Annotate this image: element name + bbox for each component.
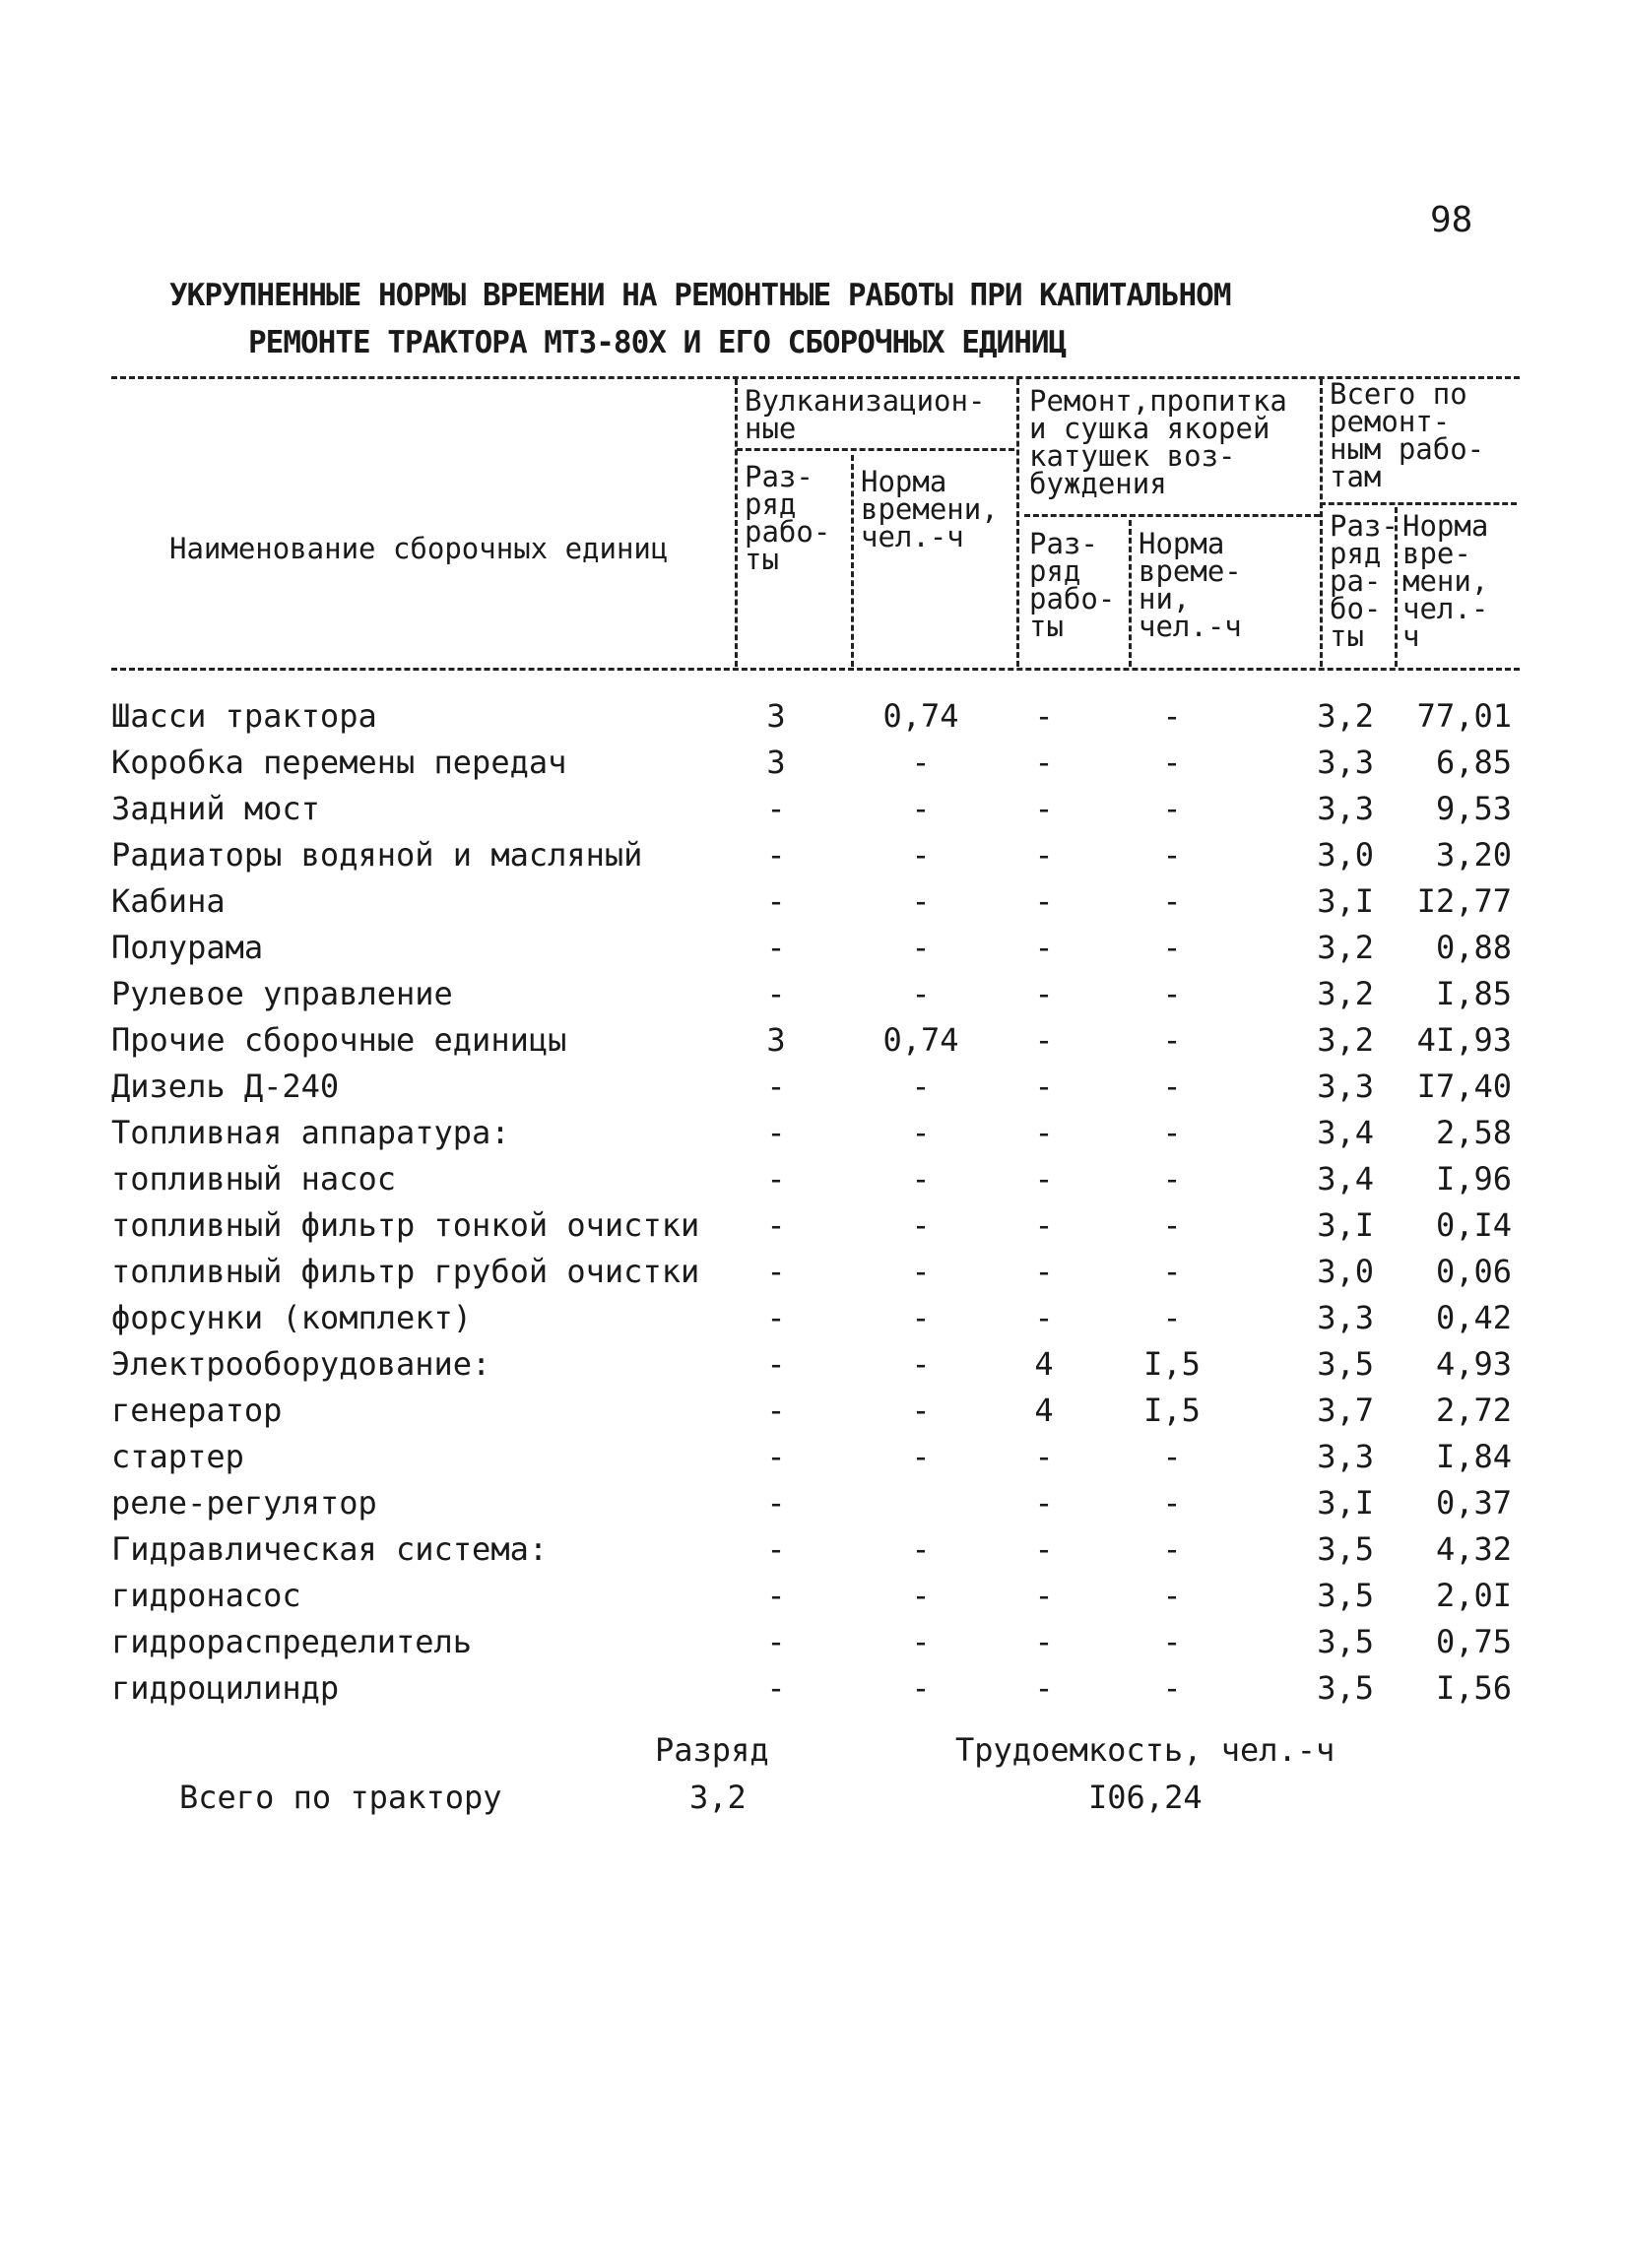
document-title-line-1: УКРУПНЕННЫЕ НОРМЫ ВРЕМЕНИ НА РЕМОНТНЫЕ РАБОТЫ ПРИ КАПИТАЛЬНОМ (169, 278, 1231, 313)
table-row: гидронасос - - - - 3,5 2,0I (111, 1577, 1512, 1614)
group3-divider (1320, 502, 1517, 505)
totals-razryad-value: 3,2 (689, 1779, 747, 1816)
table-row: Электрооборудование: - - 4 I,5 3,5 4,93 (111, 1345, 1512, 1383)
table-row: форсунки (комплект) - - - - 3,3 0,42 (111, 1299, 1512, 1336)
totals-labor-value: I06,24 (1088, 1779, 1203, 1816)
table-row: гидроцилиндр - - - - 3,5 I,56 (111, 1669, 1512, 1707)
col-divider-1 (735, 379, 738, 667)
table-row: стартер - - - - 3,3 I,84 (111, 1438, 1512, 1475)
totals-labor-label: Трудоемкость, чел.-ч (955, 1731, 1335, 1769)
table-row: Гидравлическая система: - - - - 3,5 4,32 (111, 1530, 1512, 1568)
header-top-rule (111, 376, 1520, 379)
totals-row-label: Всего по трактору (179, 1779, 502, 1816)
table-row: Кабина - - - - 3,I I2,77 (111, 882, 1512, 920)
table-row: топливный фильтр грубой очистки - - - - 3,0 0,06 (111, 1253, 1512, 1290)
totals-razryad-label: Разряд (655, 1731, 769, 1769)
document-title-line-2: РЕМОНТЕ ТРАКТОРА МТЗ-80Х И ЕГО СБОРОЧНЫХ ЕДИНИЦ (248, 325, 1067, 360)
table-row: Задний мост - - - - 3,3 9,53 (111, 790, 1512, 827)
group1-divider (737, 448, 1014, 451)
header-name-column: Наименование сборочных единиц (169, 532, 669, 565)
table-row: Полурама - - - - 3,2 0,88 (111, 929, 1512, 966)
table-row: топливный фильтр тонкой очистки - - - - 3,I 0,I4 (111, 1206, 1512, 1244)
table-row: Топливная аппаратура: - - - - 3,4 2,58 (111, 1114, 1512, 1151)
col-divider-4 (1129, 520, 1132, 667)
table-row: Рулевое управление - - - - 3,2 I,85 (111, 975, 1512, 1012)
header-bottom-rule (111, 668, 1520, 671)
col-divider-2 (851, 455, 854, 667)
col-divider-5 (1320, 379, 1323, 667)
table-row: реле-регулятор - - - 3,I 0,37 (111, 1484, 1512, 1522)
col-divider-3 (1016, 379, 1019, 667)
page-number: 98 (1430, 200, 1473, 240)
table-row: Шасси трактора 3 0,74 - - 3,2 77,01 (111, 697, 1512, 735)
table-row: топливный насос - - - - 3,4 I,96 (111, 1160, 1512, 1198)
group2-divider (1024, 514, 1320, 517)
table-row: Радиаторы водяной и масляный - - - - 3,0 3,20 (111, 836, 1512, 874)
table-row: Прочие сборочные единицы 3 0,74 - - 3,2 4I,93 (111, 1021, 1512, 1059)
table-row: Дизель Д-240 - - - - 3,3 I7,40 (111, 1068, 1512, 1105)
table-row: Коробка перемены передач 3 - - - 3,3 6,85 (111, 744, 1512, 781)
table-row: генератор - - 4 I,5 3,7 2,72 (111, 1392, 1512, 1429)
table-row: гидрораспределитель - - - - 3,5 0,75 (111, 1623, 1512, 1660)
